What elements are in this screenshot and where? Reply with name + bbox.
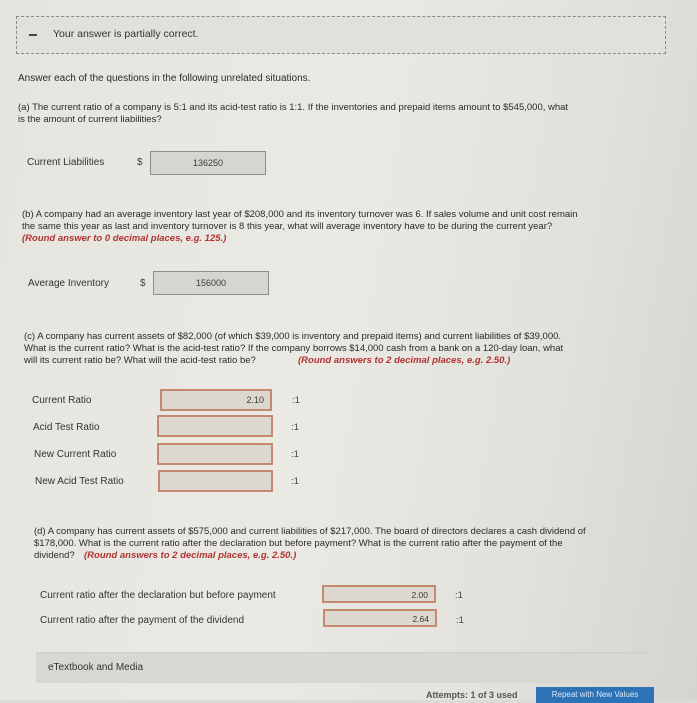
ratio-suffix: :1: [455, 590, 463, 601]
ratio-after-payment-input[interactable]: 2.64: [323, 609, 437, 627]
new-current-ratio-label: New Current Ratio: [34, 449, 117, 460]
new-acid-test-ratio-label: New Acid Test Ratio: [35, 476, 124, 487]
new-acid-test-ratio-input[interactable]: [158, 470, 273, 492]
ratio-before-payment-label: Current ratio after the declaration but before payment: [40, 590, 276, 601]
new-current-ratio-input[interactable]: [157, 443, 273, 465]
part-c-question-line3: will its current ratio be? What will the acid-test ratio be?: [24, 355, 256, 366]
part-b-question-line2: the same this year as last and inventory turnover is 8 this year, what will average inventory have to be during the current year?: [22, 221, 553, 232]
part-c-question-line2: What is the current ratio? What is the acid-test ratio? If the company borrows $14,000 cash from a bank on a 120-day loan, what: [24, 343, 564, 354]
ratio-after-payment-label: Current ratio after the payment of the dividend: [40, 615, 245, 626]
part-a-question-line1: (a) The current ratio of a company is 5:1 and its acid-test ratio is 1:1. If the inventories and prepaid items amount to $545,000, what: [18, 102, 569, 113]
currency-symbol: $: [137, 157, 143, 168]
repeat-with-new-values-button[interactable]: Repeat with New Values: [536, 687, 654, 703]
acid-test-ratio-input[interactable]: [157, 415, 273, 437]
part-b-question-line1: (b) A company had an average inventory last year of $208,000 and its inventory turnover was 6. If sales volume and unit cost remain: [22, 209, 578, 220]
status-banner: [16, 16, 666, 54]
ratio-suffix: :1: [291, 422, 299, 433]
part-d-question-line2: $178,000. What is the current ratio after the declaration but before payment? What is the current ratio after the payment of the: [34, 538, 563, 549]
ratio-suffix: :1: [291, 449, 299, 460]
ratio-before-payment-input[interactable]: 2.00: [322, 585, 436, 603]
current-ratio-input[interactable]: 2.10: [160, 389, 272, 411]
part-d-instruction: (Round answers to 2 decimal places, e.g. 2.50.): [84, 550, 297, 561]
part-d-question-line3: dividend?: [34, 550, 75, 561]
current-liabilities-label: Current Liabilities: [27, 157, 105, 168]
part-b-instruction: (Round answer to 0 decimal places, e.g. 125.): [22, 233, 227, 244]
etextbook-and-media-bar[interactable]: [36, 652, 650, 683]
attempts-counter: Attempts: 1 of 3 used: [426, 690, 518, 700]
average-inventory-input[interactable]: 156000: [153, 271, 269, 295]
part-a-question-line2: is the amount of current liabilities?: [18, 114, 162, 125]
ratio-suffix: :1: [456, 615, 464, 626]
ratio-suffix: :1: [291, 476, 299, 487]
current-ratio-label: Current Ratio: [32, 395, 92, 406]
currency-symbol: $: [140, 278, 146, 289]
current-liabilities-input[interactable]: 136250: [150, 151, 266, 175]
status-text: Your answer is partially correct.: [53, 28, 199, 40]
etextbook-link[interactable]: eTextbook and Media: [48, 662, 144, 673]
partial-correct-icon: [29, 34, 37, 36]
ratio-suffix: :1: [292, 395, 300, 406]
intro-text: Answer each of the questions in the following unrelated situations.: [18, 73, 311, 84]
part-c-instruction: (Round answers to 2 decimal places, e.g. 2.50.): [298, 355, 511, 366]
average-inventory-label: Average Inventory: [28, 278, 109, 289]
part-c-question-line1: (c) A company has current assets of $82,000 (of which $39,000 is inventory and prepaid items) and current liabilities of $39,000.: [24, 331, 562, 342]
part-d-question-line1: (d) A company has current assets of $575,000 and current liabilities of $217,000. The board of directors declares a cash dividend of: [34, 526, 586, 537]
acid-test-ratio-label: Acid Test Ratio: [33, 422, 100, 433]
